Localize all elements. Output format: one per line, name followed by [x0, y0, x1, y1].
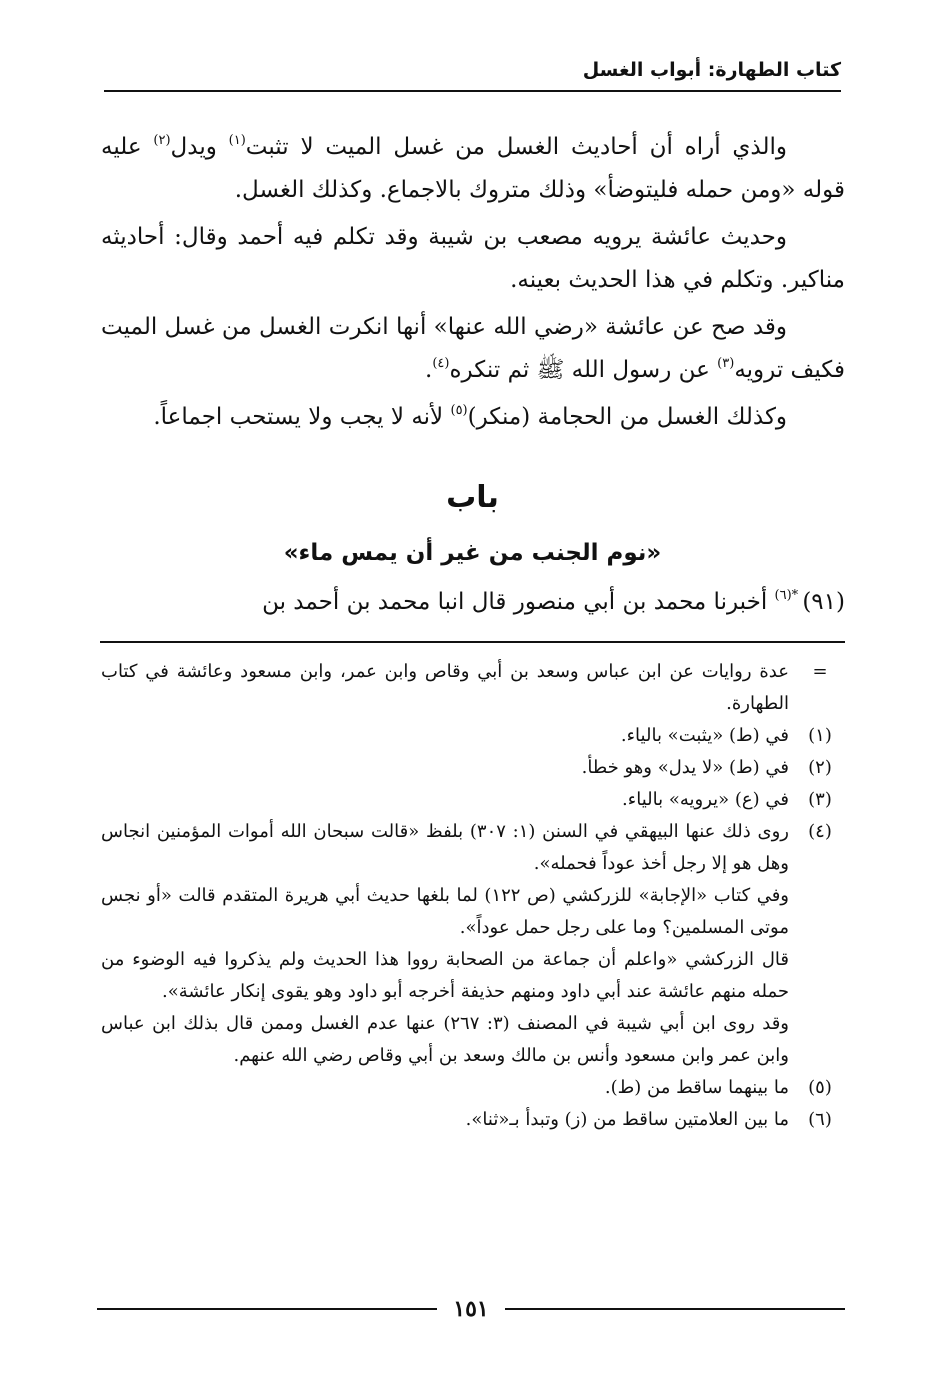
paragraph-4-text: وكذلك الغسل من الحجامة (منكر): [467, 404, 787, 430]
footnote-5: [101, 1072, 845, 1104]
folio-rule-left: [97, 1308, 437, 1310]
footnote-number: (٢): [808, 757, 832, 778]
footnotes: [101, 656, 845, 1136]
main-text: [101, 126, 845, 439]
footnote-number: (٦): [808, 1109, 832, 1130]
paragraph-1: [101, 126, 845, 212]
running-header: كتاب الطهارة: أبواب الغسل: [582, 59, 841, 81]
footnote-text: عدة روايات عن ابن عباس وسعد بن أبي وقاص وابن عمر، وابن مسعود وعائشة في كتاب الطهارة.: [101, 661, 789, 714]
footnote-number: (٣): [808, 789, 832, 810]
footnote-text: روى ذلك عنها البيهقي في السنن (١: ٣٠٧) بلفظ «قالت سبحان الله أموات المؤمنين انجاس وهل هو إلا رجل أخذ عوداً فحمله».: [101, 821, 789, 874]
chapter-title: باب: [446, 480, 499, 515]
paragraph-1-mid: ويدل: [170, 134, 229, 160]
footnote-ref-5: (٥): [450, 403, 468, 418]
hadith-text: أخبرنا محمد بن أبي منصور قال انبا محمد بن أحمد بن: [262, 589, 775, 615]
page-number: ١٥١: [453, 1296, 489, 1322]
hadith-91: [101, 582, 845, 622]
footnote-1: [101, 720, 845, 752]
paragraph-1-text: والذي أراه أن أحاديث الغسل من غسل الميت لا تثبت: [245, 134, 787, 160]
hadith-number: (٩١): [802, 589, 845, 615]
footnote-ref-2: (٢): [153, 133, 171, 148]
footnote-number: (٥): [808, 1077, 832, 1098]
footnote-text: في (ط) «يثبت» بالياء.: [620, 725, 789, 746]
footnote-4-continuation-2: قال الزركشي «واعلم أن جماعة من الصحابة رووا هذا الحديث ولم يذكروا فيه الوضوء من حمله منهم عائشة عند أبي داود ومنهم حذيفة أخرجه أبو داود وهو يقوى إنكار عائشة».: [101, 949, 789, 1002]
footnote-4: [101, 816, 845, 880]
footnote-separator: [100, 641, 845, 643]
paragraph-4-tail: لأنه لا يجب ولا يستحب اجماعاً.: [153, 404, 451, 430]
folio-rule-right: [505, 1308, 845, 1310]
header-rule: [104, 90, 841, 92]
footnote-ref-1: (١): [228, 133, 246, 148]
paragraph-3-text: وقد صح عن عائشة «رضي الله عنها» أنها انكرت الغسل من غسل الميت فكيف ترويه: [101, 314, 845, 383]
footnote-ref-3: (٣): [717, 356, 735, 371]
footnote-6: [101, 1104, 845, 1136]
footnote-text: في (ط) «لا يدل» وهو خطأ.: [581, 757, 789, 778]
footnote-4-continuation-1: وفي كتاب «الإجابة» للزركشي (ص ١٢٢) لما بلغها حديث أبي هريرة المتقدم قالت «أو نجس موتى المسلمين؟ وما على رجل حمل عوداً».: [101, 885, 789, 938]
paragraph-1-tail: عليه: [101, 134, 154, 160]
footnote-continued: [101, 656, 845, 720]
chapter-subtitle: «نوم الجنب من غير أن يمس ماء»: [283, 540, 662, 566]
paragraph-3-end: .: [425, 357, 433, 383]
paragraph-3: [101, 306, 845, 392]
paragraph-3-mid: عن رسول الله ﷺ ثم تنكره: [449, 357, 718, 383]
footnote-number: (١): [808, 725, 832, 746]
footnote-ref-4: (٤): [432, 356, 450, 371]
page-folio: [97, 1292, 845, 1326]
footnote-text: ما بينهما ساقط من (ط).: [604, 1077, 789, 1098]
footnote-text: ما بين العلامتين ساقط من (ز) وتبدأ بـ«ثنا».: [465, 1109, 789, 1130]
footnote-2: [101, 752, 845, 784]
paragraph-4: [101, 396, 845, 439]
footnote-3: [101, 784, 845, 816]
footnote-marker: =: [812, 661, 828, 682]
footnote-ref-6: *(٦): [774, 588, 803, 603]
paragraph-1-line2: قوله «ومن حمله فليتوضأ» وذلك متروك بالاجماع. وكذلك الغسل.: [234, 177, 845, 203]
footnote-text: في (ع) «يرويه» بالياء.: [622, 789, 789, 810]
paragraph-2: وحديث عائشة يرويه مصعب بن شيبة وقد تكلم فيه أحمد وقال: أحاديثه مناكير. وتكلم في هذا الحديث بعينه.: [101, 224, 845, 293]
footnote-4-continuation-3: وقد روى ابن أبي شيبة في المصنف (٣: ٢٦٧) عنها عدم الغسل وممن قال بذلك ابن عباس وابن عمر وابن مسعود وأنس بن مالك وسعد بن أبي وقاص رضي الله عنهم.: [101, 1013, 789, 1066]
footnote-number: (٤): [808, 821, 832, 842]
